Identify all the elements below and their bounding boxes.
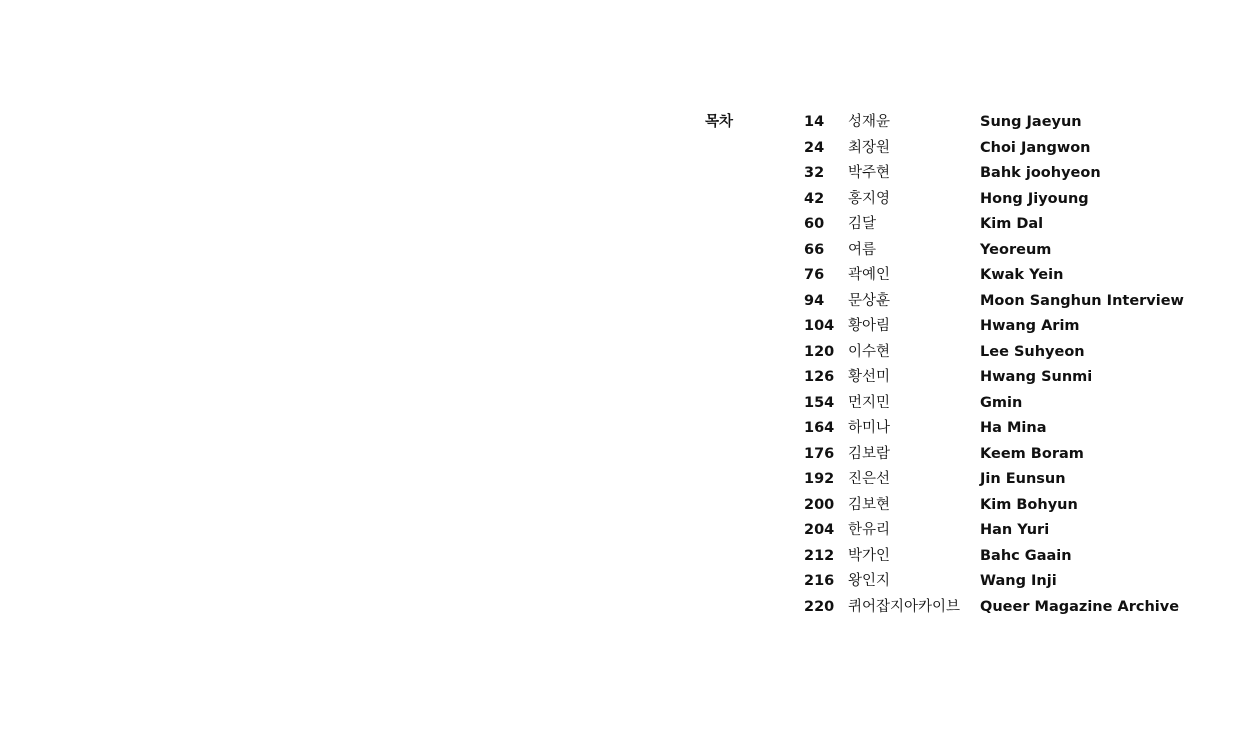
toc-entry[interactable] (804, 240, 1224, 266)
toc-english-name: Bahk joohyeon (980, 165, 1101, 181)
toc-korean-name: 김보현 (848, 496, 891, 513)
toc-english-name: Gmin (980, 394, 1023, 411)
toc-page-number: 32 (804, 165, 825, 181)
toc-korean-name: 왕인지 (848, 573, 891, 589)
toc-page-number: 154 (804, 394, 835, 411)
toc-english-name: Kim Bohyun (980, 496, 1078, 513)
toc-page-number: 192 (804, 471, 835, 487)
toc-entry[interactable] (804, 571, 1224, 597)
toc-page-number: 120 (804, 343, 835, 360)
toc-page-number: 66 (804, 241, 825, 258)
toc-page-number: 24 (804, 139, 825, 156)
toc-english-name: Yeoreum (980, 241, 1052, 258)
toc-entry[interactable] (804, 546, 1224, 572)
toc-korean-name: 최장원 (848, 139, 891, 156)
toc-page-number: 164 (804, 420, 835, 436)
toc-heading: 목차 (705, 114, 734, 130)
toc-entry[interactable] (804, 418, 1224, 444)
toc-page-number: 212 (804, 547, 835, 564)
toc-entry[interactable] (804, 444, 1224, 470)
toc-page-number: 76 (804, 267, 825, 283)
toc-english-name: Hong Jiyoung (980, 190, 1089, 207)
toc-page-number: 216 (804, 573, 835, 589)
toc-english-name: Sung Jaeyun (980, 114, 1082, 130)
toc-korean-name: 김달 (848, 216, 877, 232)
toc-english-name: Hwang Arim (980, 318, 1080, 334)
toc-entry[interactable] (804, 138, 1224, 164)
toc-english-name: Moon Sanghun Interview (980, 292, 1184, 309)
toc-page-number: 220 (804, 598, 835, 615)
toc-korean-name: 이수현 (848, 343, 891, 360)
toc-english-name: Keem Boram (980, 445, 1084, 462)
toc-korean-name: 한유리 (848, 522, 891, 538)
toc-page-number: 94 (804, 292, 825, 309)
toc-page-number: 200 (804, 496, 835, 513)
toc-entry[interactable] (804, 597, 1224, 623)
toc-english-name: Kwak Yein (980, 267, 1064, 283)
toc-entry[interactable] (804, 163, 1224, 189)
toc-english-name: Kim Dal (980, 216, 1044, 232)
toc-entry[interactable] (804, 495, 1224, 521)
toc-page-number: 60 (804, 216, 825, 232)
toc-korean-name: 곽예인 (848, 267, 891, 283)
toc-korean-name: 박주현 (848, 165, 891, 181)
toc-english-name: Choi Jangwon (980, 139, 1091, 156)
toc-page-number: 176 (804, 445, 835, 462)
toc-page-number: 42 (804, 190, 825, 207)
toc-korean-name: 김보람 (848, 445, 891, 462)
toc-korean-name: 먼지민 (848, 394, 891, 411)
toc-korean-name: 여름 (848, 241, 877, 258)
toc-korean-name: 박가인 (848, 547, 891, 564)
toc-entry[interactable] (804, 265, 1224, 291)
toc-page-number: 126 (804, 369, 835, 385)
toc-entry[interactable] (804, 316, 1224, 342)
toc-entry[interactable] (804, 112, 1224, 138)
toc-korean-name: 퀴어잡지아카이브 (848, 598, 961, 615)
toc-english-name: Hwang Sunmi (980, 369, 1093, 385)
toc-entry[interactable] (804, 469, 1224, 495)
toc-page-number: 204 (804, 522, 835, 538)
toc-korean-name: 황선미 (848, 369, 891, 385)
toc-list (804, 112, 1224, 622)
toc-english-name: Lee Suhyeon (980, 343, 1085, 360)
toc-english-name: Han Yuri (980, 522, 1050, 538)
toc-entry[interactable] (804, 393, 1224, 419)
toc-english-name: Jin Eunsun (980, 471, 1066, 487)
toc-entry[interactable] (804, 214, 1224, 240)
toc-entry[interactable] (804, 189, 1224, 215)
toc-english-name: Bahc Gaain (980, 547, 1072, 564)
toc-page-number: 104 (804, 318, 835, 334)
toc-english-name: Queer Magazine Archive (980, 598, 1180, 615)
toc-korean-name: 진은선 (848, 471, 891, 487)
toc-entry[interactable] (804, 342, 1224, 368)
toc-korean-name: 홍지영 (848, 190, 891, 207)
toc-korean-name: 문상훈 (848, 292, 891, 309)
toc-korean-name: 성재윤 (848, 114, 891, 130)
toc-english-name: Ha Mina (980, 420, 1047, 436)
toc-entry[interactable] (804, 520, 1224, 546)
toc-entry[interactable] (804, 367, 1224, 393)
toc-entry[interactable] (804, 291, 1224, 317)
toc-korean-name: 하미나 (848, 420, 891, 436)
toc-korean-name: 황아림 (848, 318, 891, 334)
toc-page-number: 14 (804, 114, 825, 130)
toc-english-name: Wang Inji (980, 573, 1057, 589)
